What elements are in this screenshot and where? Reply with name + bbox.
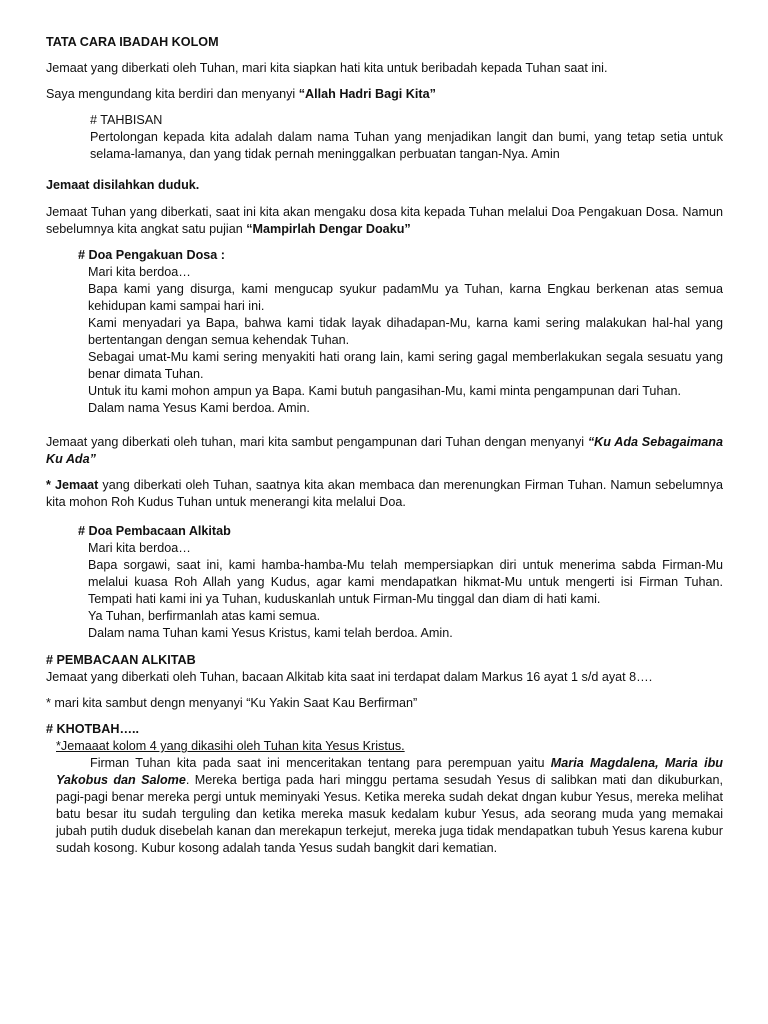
invitation-paragraph xyxy=(46,86,723,103)
prayer-line: Ya Tuhan, berfirmanlah atas kami semua. xyxy=(88,609,321,623)
prayer-line: Bapa sorgawi, saat ini, kami hamba-hamba-Mu telah mempersiapkan diri untuk menerima sabda Firman-Mu melalui kuasa Roh Allah yang Kudus, agar kami mendapatkan hikmat-Mu untuk mengerti isi Firman Tuhan. Tempati hati kami ini ya Tuhan, kuduskanlah untuk Firman-Mu tinggal dan diam di hati kami. xyxy=(88,558,723,606)
prayer-line: Mari kita berdoa… xyxy=(88,265,191,279)
reading-prayer-heading: # Doa Pembacaan Alkitab xyxy=(78,524,231,538)
confession-intro-text: Jemaat Tuhan yang diberkati, saat ini kita akan mengaku dosa kita kepada Tuhan melalui Doa Pengakuan Dosa. Namun sebelumnya kita angkat satu pujian xyxy=(46,205,723,236)
bible-reading-text: Jemaat yang diberkati oleh Tuhan, bacaan Alkitab kita saat ini terdapat dalam Markus 16 ayat 1 s/d ayat 8…. xyxy=(46,670,653,684)
bible-reading-heading: # PEMBACAAN ALKITAB xyxy=(46,653,196,667)
song-invitation: * mari kita sambut dengn menyanyi “Ku Yakin Saat Kau Berfirman” xyxy=(46,696,418,710)
forgiveness-text: Jemaat yang diberkati oleh tuhan, mari kita sambut pengampunan dari Tuhan dengan menyanyi xyxy=(46,435,588,449)
tahbisan-section xyxy=(46,112,723,163)
reading-prayer-section xyxy=(46,523,723,642)
sermon-names: Maria Magdalena, Maria ibu Yakobus dan Salome xyxy=(56,756,723,787)
invitation-song: “Allah Hadri Bagi Kita” xyxy=(298,87,436,101)
confession-song: “Mampirlah Dengar Doaku” xyxy=(246,222,411,236)
sit-instruction: Jemaat disilahkan duduk. xyxy=(46,178,200,192)
prayer-line: Kami menyadari ya Bapa, bahwa kami tidak layak dihadapan-Mu, karna kami sering malakukan hal-hal yang bertentangan dengan semua kehendak Tuhan. xyxy=(88,316,723,347)
prayer-line: Sebagai umat-Mu kami sering menyakiti hati orang lain, kami sering gagal memberlakukan segala sesuatu yang benar dimata Tuhan. xyxy=(88,350,723,381)
confession-prayer-body xyxy=(78,264,723,417)
tahbisan-text: Pertolongan kepada kita adalah dalam nama Tuhan yang menjadikan langit dan bumi, yang tetap setia untuk selama-lamanya, dan yang tidak pernah meninggalkan perbuatan tangan-Nya. Amin xyxy=(90,130,723,161)
sermon-heading: # KHOTBAH….. xyxy=(46,722,140,736)
scripture-intro-text: yang diberkati oleh Tuhan, saatnya kita akan membaca dan merenungkan Firman Tuhan. Namun sebelumnya kita mohon Roh Kudus Tuhan untuk menerangi kita melalui Doa. xyxy=(46,478,723,509)
prayer-line: Bapa kami yang disurga, kami mengucap syukur padamMu ya Tuhan, karna Engkau berkenan atas semua kehidupan kami sampai hari ini. xyxy=(88,282,723,313)
confession-intro xyxy=(46,204,723,238)
prayer-line: Dalam nama Tuhan kami Yesus Kristus, kami telah berdoa. Amin. xyxy=(88,626,453,640)
prayer-line: Dalam nama Yesus Kami berdoa. Amin. xyxy=(88,401,310,415)
forgiveness-paragraph xyxy=(46,434,723,468)
sermon-text-a: Firman Tuhan kita pada saat ini menceritakan tentang para perempuan yaitu xyxy=(90,756,551,770)
sermon-body xyxy=(46,755,723,857)
invitation-text: Saya mengundang kita berdiri dan menyanyi xyxy=(46,87,299,101)
reading-prayer-body xyxy=(78,540,723,642)
prayer-line: Mari kita berdoa… xyxy=(88,541,191,555)
opening-paragraph: Jemaat yang diberkati oleh Tuhan, mari kita siapkan hati kita untuk beribadah kepada Tuhan saat ini. xyxy=(46,61,608,75)
sermon-text-b: . Mereka bertiga pada hari minggu pertama sesudah Yesus di salibkan mati dan dikuburkan, pagi-pagi benar mereka pergi untuk meminyaki Yesus. Ketika mereka sudah dekat dngan kubur Yesus, mereka melihat batu besar itu sudah terguling dan ketika mereka masuk kedalam kubur Yesus, ada seorang muda yang memakai jubah putih duduk disebelah kanan dan merekapun terkejut, mereka juga tidak mendapatkan tubuh Yesus karena kubur sudah kosong. Kubur kosong adalah tanda Yesus sudah bangkit dari kematian. xyxy=(56,773,723,855)
scripture-intro-star: * Jemaat xyxy=(46,478,99,492)
document-title: TATA CARA IBADAH KOLOM xyxy=(46,35,219,49)
tahbisan-heading: # TAHBISAN xyxy=(90,113,163,127)
confession-prayer-heading: # Doa Pengakuan Dosa : xyxy=(78,248,225,262)
document-page xyxy=(46,34,723,857)
prayer-line: Untuk itu kami mohon ampun ya Bapa. Kami butuh pangasihan-Mu, kami minta pengampunan dari Tuhan. xyxy=(88,384,681,398)
forgiveness-song: “Ku Ada Sebagaimana Ku Ada” xyxy=(46,435,723,466)
confession-prayer-section xyxy=(46,247,723,417)
sermon-address: *Jemaaat kolom 4 yang dikasihi oleh Tuhan kita Yesus Kristus. xyxy=(56,739,405,753)
scripture-intro xyxy=(46,477,723,511)
